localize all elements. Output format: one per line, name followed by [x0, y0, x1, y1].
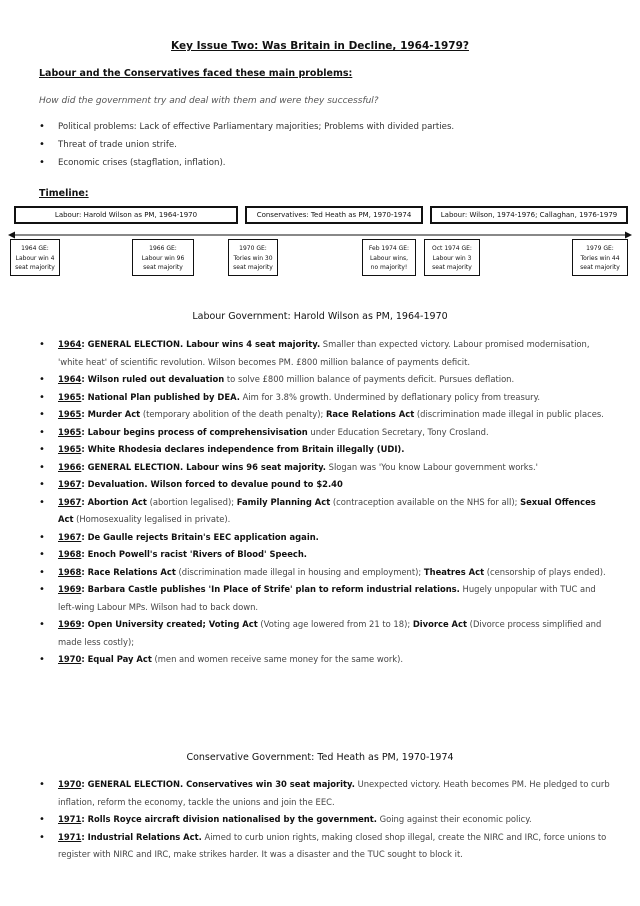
event-year: 1969 — [58, 619, 82, 629]
event-bold-text: : Wilson ruled out devaluation — [81, 374, 225, 384]
problem-item: • Threat of trade union strife. — [39, 136, 454, 154]
event-bold-text: : Labour begins process of comprehensivisation — [81, 426, 308, 437]
event-item — [39, 441, 611, 459]
event-bold-text: : Race Relations Act — [81, 566, 176, 577]
event-bold-text: : GENERAL ELECTION. Conservatives win 30 seat majority. — [81, 779, 355, 789]
event-text: (discrimination made illegal in housing and employment); — [175, 566, 424, 577]
event-text: (contraception available on the NHS for all); — [330, 496, 521, 507]
event-text: to solve £800 million balance of payments deficit. Pursues deflation. — [224, 374, 515, 384]
event-year: 1971 — [58, 831, 82, 842]
event-text: Unexpected victory. Heath becomes PM. He pledged to curb inflation, reform the economy, tackle the unions and join the EEC. — [58, 779, 610, 807]
event-item — [39, 829, 611, 864]
conservative-events-list — [39, 776, 611, 864]
question-text: How did the government try and deal with them and were they successful? — [39, 96, 379, 106]
event-bold-text: : Industrial Relations Act. — [81, 831, 202, 842]
event-item — [39, 424, 611, 442]
event-bold-text: : Devaluation. Wilson forced to devalue pound to $2.40 — [81, 479, 343, 489]
event-bold-text: : White Rhodesia declares independence from Britain illegally (UDI). — [81, 444, 405, 454]
event-bold-text: Theatres Act — [423, 566, 485, 577]
event-bold-text: : De Gaulle rejects Britain's EEC application again. — [81, 531, 319, 542]
event-bold-text: Sexual Offences Act — [58, 496, 596, 524]
event-item — [39, 651, 611, 669]
event-item — [39, 616, 611, 651]
event-year: 1967 — [58, 496, 82, 507]
problem-item: • Economic crises (stagflation, inflation). — [39, 154, 454, 172]
event-text: Aimed to curb union rights, making closed shop illegal, create the NIRC and IRC, force unions to register with NIRC and IRC, make strikes harder. It was a disaster and the TUC sought to block it. — [58, 831, 607, 859]
event-year: 1964 — [58, 374, 82, 384]
event-text: (Voting age lowered from 21 to 18); — [257, 619, 413, 629]
timeline-event-1966: 1966 GE: Labour win 96 seat majority — [132, 239, 194, 276]
event-item — [39, 529, 611, 547]
timeline-gov-wilson: Labour: Harold Wilson as PM, 1964-1970 — [14, 206, 238, 224]
problems-subtitle: Labour and the Conservatives faced these main problems: — [39, 68, 353, 79]
event-item — [39, 371, 611, 389]
event-text: Aim for 3.8% growth. Undermined by deflationary policy from treasury. — [239, 391, 541, 402]
event-bold-text: : Rolls Royce aircraft division nationalised by the government. — [81, 814, 377, 824]
event-bold-text: : Barbara Castle publishes 'In Place of Strife' plan to reform industrial relations. — [81, 584, 460, 594]
timeline-event-1979: 1979 GE: Tories win 44 seat majority — [572, 239, 628, 276]
event-text: (censorship of plays ended). — [484, 566, 606, 577]
labour-events-list — [39, 336, 611, 669]
event-year: 1968 — [58, 566, 82, 577]
event-bold-text: : GENERAL ELECTION. Labour wins 4 seat majority. — [81, 339, 321, 349]
timeline-event-feb-1974: Feb 1974 GE: Labour wins, no majority! — [362, 239, 416, 276]
event-item — [39, 476, 611, 494]
event-year: 1965 — [58, 391, 82, 402]
event-item — [39, 494, 611, 529]
section-heading-conservative: Conservative Government: Ted Heath as PM, 1970-1974 — [186, 752, 454, 763]
event-bold-text: Race Relations Act — [325, 409, 415, 419]
event-bold-text: Divorce Act — [412, 619, 468, 629]
section-heading-labour: Labour Government: Harold Wilson as PM, 1964-1970 — [192, 311, 448, 322]
event-year: 1964 — [58, 339, 82, 349]
event-bold-text: : Abortion Act — [81, 496, 147, 507]
event-text: (Homosexuality legalised in private). — [73, 514, 231, 524]
timeline-axis — [8, 230, 632, 240]
event-text: (men and women receive same money for the same work). — [151, 654, 404, 664]
event-item — [39, 336, 611, 371]
event-text: Hugely unpopular with TUC and left-wing Labour MPs. Wilson had to back down. — [58, 584, 596, 612]
event-bold-text: Family Planning Act — [236, 496, 331, 507]
event-bold-text: : Open University created; Voting Act — [81, 619, 258, 629]
event-item — [39, 406, 611, 424]
problem-item: • Political problems: Lack of effective Parliamentary majorities; Problems with divided parties. — [39, 118, 454, 136]
event-item — [39, 459, 611, 477]
event-text: Smaller than expected victory. Labour promised modernisation, 'white heat' of scientific revolution. Wilson becomes PM. £800 million balance of payments deficit. — [58, 339, 590, 367]
event-year: 1965 — [58, 409, 82, 419]
event-item — [39, 776, 611, 811]
event-text: under Education Secretary, Tony Crosland. — [307, 426, 489, 437]
event-year: 1967 — [58, 479, 82, 489]
timeline-heading: Timeline: — [39, 188, 89, 199]
event-year: 1966 — [58, 461, 82, 472]
event-year: 1970 — [58, 779, 82, 789]
event-text: Going against their economic policy. — [376, 814, 532, 824]
event-item — [39, 389, 611, 407]
event-year: 1968 — [58, 549, 82, 559]
timeline-event-1964: 1964 GE: Labour win 4 seat majority — [10, 239, 60, 276]
event-year: 1967 — [58, 531, 82, 542]
event-text: (discrimination made illegal in public places. — [414, 409, 604, 419]
event-year: 1969 — [58, 584, 82, 594]
event-year: 1971 — [58, 814, 82, 824]
timeline-gov-heath: Conservatives: Ted Heath as PM, 1970-1974 — [245, 206, 423, 224]
event-item — [39, 581, 611, 616]
event-year: 1965 — [58, 444, 82, 454]
event-bold-text: : Equal Pay Act — [81, 654, 152, 664]
event-year: 1970 — [58, 654, 82, 664]
timeline-event-oct-1974: Oct 1974 GE: Labour win 3 seat majority — [424, 239, 480, 276]
event-text: Slogan was 'You know Labour government works.' — [325, 461, 538, 472]
event-text: (abortion legalised); — [146, 496, 237, 507]
event-bold-text: : Enoch Powell's racist 'Rivers of Blood' Speech. — [81, 549, 307, 559]
timeline-event-1970: 1970 GE: Tories win 30 seat majority — [228, 239, 278, 276]
event-bold-text: : Murder Act — [81, 409, 141, 419]
event-item — [39, 811, 611, 829]
event-text: (temporary abolition of the death penalty); — [140, 409, 326, 419]
page-title: Key Issue Two: Was Britain in Decline, 1964-1979? — [171, 40, 469, 52]
problems-list — [39, 118, 454, 172]
event-item — [39, 546, 611, 564]
event-bold-text: : National Plan published by DEA. — [81, 391, 240, 402]
event-year: 1965 — [58, 426, 82, 437]
event-item — [39, 564, 611, 582]
timeline-gov-wilson-callaghan: Labour: Wilson, 1974-1976; Callaghan, 1976-1979 — [430, 206, 628, 224]
event-bold-text: : GENERAL ELECTION. Labour wins 96 seat majority. — [81, 461, 326, 472]
event-text: (Divorce process simplified and made less costly); — [58, 619, 602, 647]
